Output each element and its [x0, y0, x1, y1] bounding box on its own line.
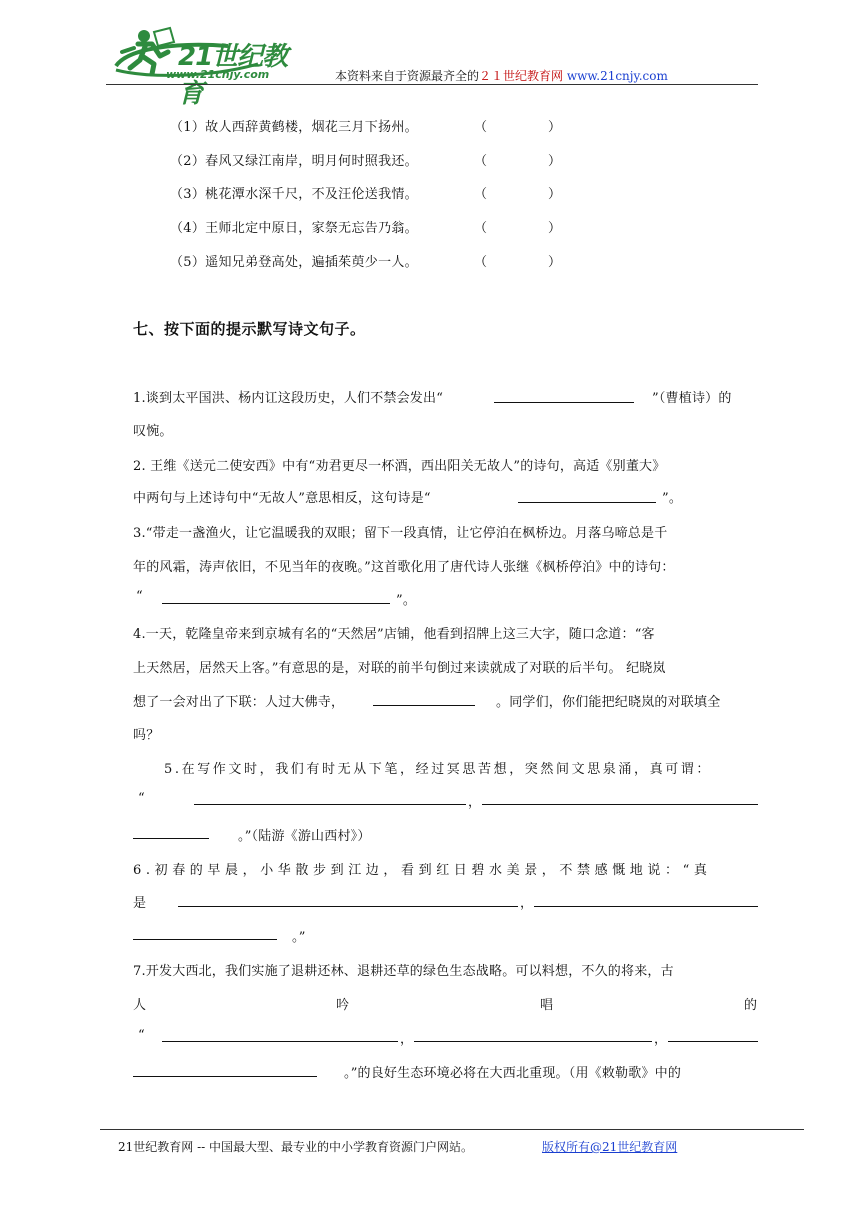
- section-title: 七、按下面的提示默写诗文句子。: [133, 320, 366, 338]
- q2-line-2-end: ”。: [662, 491, 683, 506]
- q7-comma-1: ，: [400, 1032, 414, 1047]
- q4-line-1: 4.一天，乾隆皇帝来到京城有名的“天然居”店铺，他看到招牌上这三大字，随口念道：“客: [133, 627, 655, 642]
- quiz-item-5: （5）遥知兄弟登高处，遍插茱萸少一人。: [170, 255, 418, 270]
- q2-line-2: 中两句与上述诗句中“无故人”意思相反，这句诗是“: [133, 491, 431, 506]
- answer-paren-close-5: ）: [548, 255, 562, 270]
- q3-line-1: 3.“带走一盏渔火，让它温暖我的双眼；留下一段真情，让它停泊在枫桥边。月落乌啼总是千: [133, 526, 668, 541]
- q4-line-3: 想了一会对出了下联：人过大佛寺，: [133, 695, 345, 710]
- q6-comma: ，: [520, 896, 534, 911]
- logo-text: 21世纪教育: [178, 42, 288, 109]
- q7-answer-blank-3[interactable]: [668, 1041, 758, 1042]
- q7-line-2-word-1: 人: [133, 998, 147, 1013]
- footer-site-description: 21世纪教育网 -- 中国最大型、最专业的中小学教育资源门户网站。: [118, 1140, 474, 1154]
- answer-paren-close-3: ）: [548, 187, 562, 202]
- q6-answer-blank-2[interactable]: [534, 906, 758, 907]
- header-tagline: [335, 67, 668, 84]
- answer-paren-open-2: （: [474, 154, 488, 169]
- q5-line-3: 。”（陆游《游山西村》）: [238, 829, 371, 844]
- site-logo: [108, 22, 308, 109]
- q5-line-1: 5.在写作文时，我们有时无从下笔，经过冥思苦想，突然间文思泉涌，真可谓：: [164, 762, 713, 777]
- q7-line-1: 7.开发大西北，我们实施了退耕还林、退耕还草的绿色生态战略。可以料想，不久的将来，古: [133, 964, 674, 979]
- q4-line-4: 吗？: [133, 728, 160, 743]
- q7-line-2-word-3: 唱: [540, 998, 554, 1013]
- answer-paren-close-1: ）: [548, 120, 562, 135]
- quiz-item-1: （1）故人西辞黄鹤楼，烟花三月下扬州。: [170, 120, 418, 135]
- answer-paren-open-3: （: [474, 187, 488, 202]
- q7-line-2-word-4: 的: [744, 998, 758, 1013]
- tagline-prefix: 本资料来自于资源最齐全的: [335, 69, 480, 83]
- footer-copyright-link[interactable]: 版权所有@21世纪教育网: [542, 1140, 678, 1154]
- q2-answer-blank[interactable]: [518, 502, 656, 503]
- quiz-item-4: （4）王师北定中原日，家祭无忘告乃翁。: [170, 221, 418, 236]
- q3-close-quote: ”。: [396, 593, 417, 608]
- q7-answer-blank-1[interactable]: [162, 1041, 398, 1042]
- q3-answer-blank[interactable]: [162, 603, 390, 604]
- q5-answer-blank-3[interactable]: [133, 838, 209, 839]
- q1-line-2: 叹惋。: [133, 424, 173, 439]
- q6-line-2: 是: [133, 896, 147, 911]
- q1-line-1: 1.谈到太平国洪、杨内讧这段历史，人们不禁会发出“: [133, 391, 444, 406]
- quiz-item-3: （3）桃花潭水深千尺，不及汪伦送我情。: [170, 187, 418, 202]
- q6-answer-blank-1[interactable]: [178, 906, 518, 907]
- q1-line-1-end: ”（曹植诗）的: [652, 391, 732, 406]
- q7-answer-blank-2[interactable]: [414, 1041, 652, 1042]
- logo-url-text: www.21cnjy.com: [166, 68, 270, 81]
- answer-paren-open-5: （: [474, 255, 488, 270]
- q7-comma-2: ，: [654, 1032, 668, 1047]
- q6-line-1: 6.初春的早晨，小华散步到江边，看到红日碧水美景，不禁感慨地说：“真: [133, 863, 712, 878]
- q6-line-3: 。”: [292, 930, 306, 945]
- q3-open-quote: “: [136, 589, 143, 604]
- answer-paren-open-4: （: [474, 221, 488, 236]
- q7-open-quote: “: [138, 1028, 145, 1043]
- q4-line-2: 上天然居，居然天上客。”有意思的是，对联的前半句倒过来读就成了对联的后半句。 纪晓岚: [133, 661, 666, 676]
- q7-answer-blank-4[interactable]: [133, 1076, 317, 1077]
- tagline-site-link[interactable]: ２１世纪教育网: [479, 69, 564, 83]
- q7-line-4: 。”的良好生态环境必将在大西北重现。（用《敕勒歌》中的: [344, 1066, 682, 1081]
- q5-comma: ，: [468, 795, 482, 810]
- quiz-item-2: （2）春风又绿江南岸，明月何时照我还。: [170, 154, 418, 169]
- q5-answer-blank-2[interactable]: [482, 804, 758, 805]
- q2-line-1: 2. 王维《送元二使安西》中有“劝君更尽一杯酒，西出阳关无故人”的诗句，高适《别董大》: [133, 459, 666, 474]
- q4-line-3-end: 。同学们，你们能把纪晓岚的对联填全: [496, 695, 721, 710]
- header-divider: [106, 84, 758, 85]
- q1-answer-blank[interactable]: [494, 402, 634, 403]
- q7-line-2-word-2: 吟: [336, 998, 350, 1013]
- q3-line-2: 年的风霜，涛声依旧，不见当年的夜晚。”这首歌化用了唐代诗人张继《枫桥停泊》中的诗句：: [133, 560, 675, 575]
- q5-answer-blank-1[interactable]: [194, 804, 466, 805]
- q6-answer-blank-3[interactable]: [133, 939, 277, 940]
- footer-divider: [100, 1129, 804, 1130]
- q4-answer-blank[interactable]: [373, 705, 475, 706]
- tagline-url-link[interactable]: www.21cnjy.com: [566, 69, 668, 83]
- answer-paren-open-1: （: [474, 120, 488, 135]
- q5-open-quote: “: [138, 791, 145, 806]
- answer-paren-close-2: ）: [548, 154, 562, 169]
- answer-paren-close-4: ）: [548, 221, 562, 236]
